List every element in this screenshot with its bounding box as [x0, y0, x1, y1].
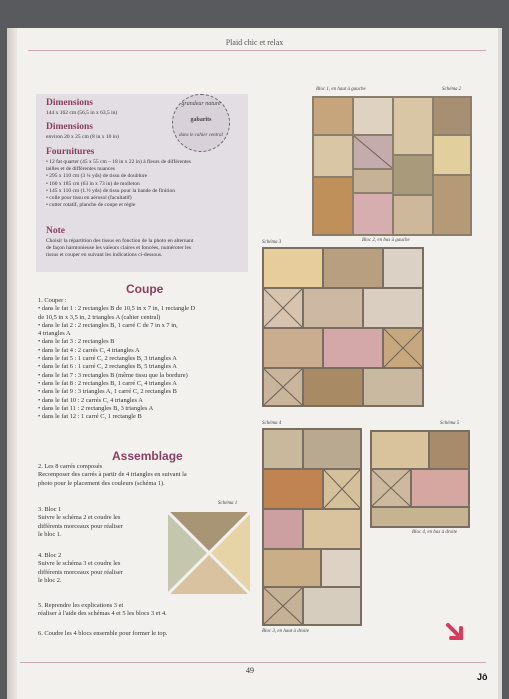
note-line: de façon harmonieuse les valeurs claires et foncées, numéroter les — [46, 245, 192, 252]
supply-item: • cutter rotatif, planche de coupe et règle — [46, 202, 136, 209]
schema-5-bottom-caption: Bloc 4, en bas à droite — [412, 530, 458, 535]
dimensions-value: 144 x 162 cm (56,5 in x 63,5 in) — [46, 110, 118, 116]
dimensions-title: Dimensions — [46, 98, 93, 108]
step-line: le bloc 1. — [38, 530, 62, 538]
note-line: Choisir la répartition des tissus en fonction de la photo en alternant — [46, 238, 194, 244]
schema-3-label: Schéma 3 — [262, 240, 282, 245]
signature: Jô — [477, 672, 488, 682]
supply-item: • 295 x 110 cm (3 ¼ yds) de tissu de doublure — [46, 173, 148, 180]
supplies-title: Fournitures — [46, 147, 95, 157]
page-edge — [498, 28, 502, 699]
assemblage-step-6: 6. Coudre les 4 blocs ensemble pour former le top. — [38, 630, 168, 637]
schema-2-caption: Bloc 1, en haut à gauche — [316, 87, 366, 92]
supplies-list — [46, 159, 191, 209]
coupe-line: • dans le fat 8 : 2 rectangles B, 1 carré C, 4 triangles A — [38, 379, 177, 387]
supply-item: • colle pour tissu en aérosol (facultatif) — [46, 195, 132, 202]
note-text — [46, 238, 193, 260]
step-line: Recomposer des carrés à partir de 4 triangles en suivant la — [38, 471, 187, 479]
coupe-line: • dans le fat 7 : 3 rectangles B (même tissu que la bordure) — [38, 371, 188, 379]
step-line: 2. Les 8 carrés composés — [38, 463, 103, 470]
block-dimensions-value: environ 20 x 25 cm (8 in x 10 in) — [46, 134, 119, 140]
schema-2-label: Schéma 2 — [442, 87, 462, 92]
schema-3-diagram — [262, 247, 424, 407]
schema-5-diagram — [370, 430, 470, 528]
assemblage-step-2 — [38, 463, 258, 488]
coupe-line: • dans le fat 11 : 2 rectangles B, 3 triangles A — [38, 404, 154, 412]
coupe-line: 1. Couper : — [38, 297, 67, 304]
step-line: différents morceaux pour réaliser — [38, 568, 123, 576]
block-dimensions-title: Dimensions — [46, 122, 93, 132]
stamp-text-1: grandeur nature — [181, 101, 221, 107]
schema-5-label: Schéma 5 — [440, 421, 460, 426]
coupe-list — [38, 297, 268, 421]
step-line: 4. Bloc 2 — [38, 552, 62, 559]
coupe-title: Coupe — [126, 282, 164, 296]
coupe-line: • dans le fat 6 : 1 carré C, 2 rectangles B, 5 triangles A — [38, 363, 177, 371]
step-line: Suivre le schéma 3 et coudre les — [38, 560, 121, 568]
coupe-line: de 10,5 in x 3,5 in, 2 triangles A (cahier central) — [38, 313, 161, 321]
note-title: Note — [46, 226, 65, 236]
coupe-line: • dans le fat 10 : 2 carrés C, 4 triangles A — [38, 396, 143, 404]
coupe-line: • dans le fat 2 : 2 rectangles B, 1 carré C de 7 in x 7 in, — [38, 321, 178, 329]
step-line: réaliser à l'aide des schémas 4 et 5 les blocs 3 et 4. — [38, 610, 167, 618]
schema-2-diagram — [312, 96, 472, 236]
coupe-line: • dans le fat 9 : 3 triangles A, 1 carré C, 2 rectangles B — [38, 388, 177, 396]
assemblage-step-4 — [38, 552, 163, 585]
schema-1-diagram — [168, 512, 250, 594]
schema-2-bottom-caption: Bloc 2, en bas à gauche — [362, 238, 410, 243]
supply-item: • 12 fat quarter (45 x 55 cm – 18 in x 22 in) à fleurs de différentes — [46, 159, 191, 165]
coupe-line: • dans le fat 5 : 1 carré C, 2 rectangles B, 3 triangles A — [38, 355, 177, 363]
page-header: Plaid chic et relax — [225, 38, 284, 47]
step-line: Suivre le schéma 2 et coudre les — [38, 514, 121, 522]
schema-4-diagram — [262, 428, 362, 626]
coupe-line: • dans le fat 4 : 2 carrés C, 4 triangles A — [38, 346, 140, 354]
coupe-line: 4 triangles A — [38, 330, 71, 338]
assemblage-step-5 — [38, 602, 253, 619]
supply-item: tailles et de différentes nuances — [46, 166, 115, 173]
templates-stamp — [172, 94, 230, 152]
coupe-line: • dans le fat 3 : 2 rectangles B — [38, 338, 115, 346]
footer-rule — [20, 662, 486, 663]
step-line: différents morceaux pour réaliser — [38, 522, 123, 530]
schema-4-bottom-caption: Bloc 3, en haut à droite — [262, 629, 310, 634]
step-line: 3. Bloc 1 — [38, 506, 62, 513]
assemblage-step-3 — [38, 506, 163, 539]
schema-4-label: Schéma 4 — [262, 421, 282, 426]
supply-item: • 145 x 110 cm (1.½ yds) de tissu pour la bande de finition — [46, 187, 175, 194]
assemblage-title: Assemblage — [112, 449, 183, 463]
next-page-arrow-icon — [445, 622, 467, 644]
step-line: le bloc 2. — [38, 576, 62, 584]
supply-item: • 160 x 185 cm (63 in x 73 in) de molleton — [46, 180, 140, 187]
stamp-text-3: dans le cahier central — [179, 133, 223, 138]
page-spine — [7, 28, 17, 699]
header-rule — [28, 50, 486, 51]
coupe-line: • dans le fat 1 : 2 rectangles B de 10,5 in x 7 in, 1 rectangle D — [38, 305, 196, 313]
schema-1-label: Schéma 1 — [218, 501, 238, 506]
page-number: 49 — [246, 666, 254, 675]
step-line: photo pour le placement des couleurs (schéma 1). — [38, 479, 165, 487]
coupe-line: • dans le fat 12 : 1 carré C, 1 rectangle B — [38, 413, 142, 421]
step-line: 5. Reprendre les explications 3 et — [38, 602, 124, 609]
note-line: tissus et couper en suivant les indications ci-dessous. — [46, 252, 163, 259]
stamp-text-2: gabarits — [190, 117, 212, 123]
